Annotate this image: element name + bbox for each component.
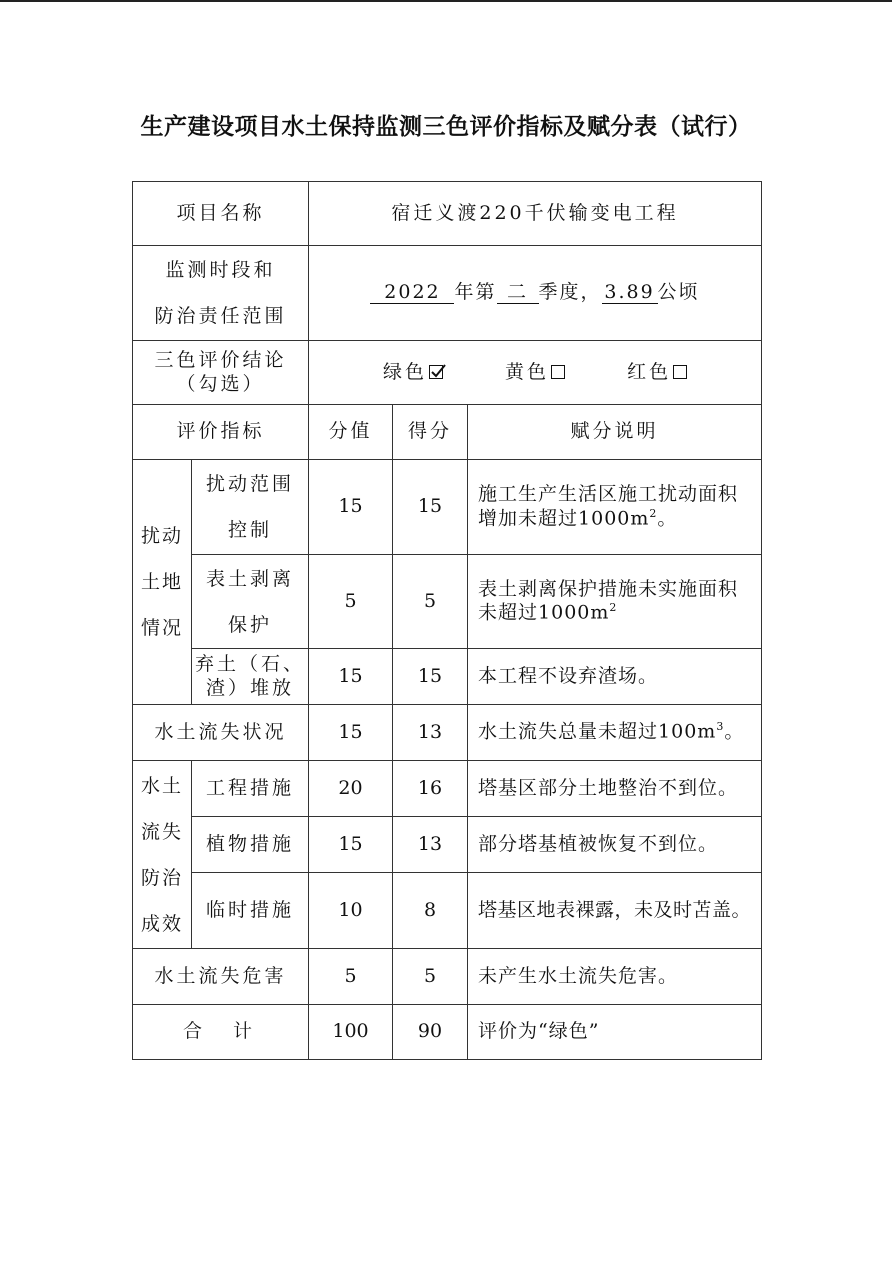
score-got: 13 bbox=[393, 817, 468, 873]
desc-tail: 。 bbox=[657, 507, 678, 530]
period-label-line1: 监测时段和 bbox=[165, 259, 276, 281]
score-value: 15 bbox=[309, 460, 393, 555]
table-row bbox=[133, 761, 762, 817]
item-label: 植物措施 bbox=[192, 817, 309, 873]
desc-sup: 2 bbox=[609, 601, 618, 615]
period-label-line2: 防治责任范围 bbox=[154, 305, 287, 327]
soil-loss-row bbox=[133, 705, 762, 761]
project-name: 宿迁义渡220千伏输变电工程 bbox=[309, 182, 762, 246]
desc-text: 水土流失总量未超过100m bbox=[478, 720, 717, 743]
header-indicator: 评价指标 bbox=[133, 405, 309, 460]
score-got: 13 bbox=[393, 705, 468, 761]
option-red-label: 红色 bbox=[627, 360, 672, 383]
group-disturb-line: 扰动 bbox=[140, 525, 183, 547]
score-explanation: 未产生水土流失危害。 bbox=[468, 949, 762, 1005]
header-score-value: 分值 bbox=[309, 405, 393, 460]
item-label bbox=[192, 649, 309, 705]
group-control-label bbox=[133, 761, 192, 949]
total-explanation: 评价为“绿色” bbox=[468, 1005, 762, 1060]
period-value bbox=[309, 246, 762, 341]
header-explanation: 赋分说明 bbox=[468, 405, 762, 460]
option-red bbox=[627, 361, 687, 385]
quarter-suffix: 季度， bbox=[538, 281, 602, 304]
score-got: 8 bbox=[393, 873, 468, 949]
score-value: 5 bbox=[309, 949, 393, 1005]
total-value: 100 bbox=[309, 1005, 393, 1060]
evaluation-table bbox=[132, 181, 762, 1060]
table-row bbox=[133, 460, 762, 555]
score-explanation bbox=[468, 460, 762, 555]
item-label bbox=[192, 460, 309, 555]
score-explanation bbox=[468, 555, 762, 649]
score-value: 5 bbox=[309, 555, 393, 649]
item-label-line: 扰动范围 bbox=[206, 473, 295, 495]
option-green-label: 绿色 bbox=[382, 360, 427, 383]
score-got: 5 bbox=[393, 555, 468, 649]
period-label bbox=[133, 246, 309, 341]
conclusion-label bbox=[133, 341, 309, 405]
area-unit: 公顷 bbox=[657, 281, 700, 304]
score-got: 5 bbox=[393, 949, 468, 1005]
item-label-line: 控制 bbox=[228, 519, 273, 541]
desc-text: 表土剥离保护措施未实施面积未超过1000m bbox=[478, 577, 739, 624]
item-label-line: 渣）堆放 bbox=[206, 676, 295, 699]
header-score-got: 得分 bbox=[393, 405, 468, 460]
project-row bbox=[133, 182, 762, 246]
group-control-line: 成效 bbox=[140, 912, 183, 935]
score-value: 15 bbox=[309, 705, 393, 761]
conclusion-row bbox=[133, 341, 762, 405]
score-got: 15 bbox=[393, 649, 468, 705]
score-explanation bbox=[468, 705, 762, 761]
desc-text: 施工生产生活区施工扰动面积增加未超过1000m bbox=[478, 483, 739, 530]
period-row bbox=[133, 246, 762, 341]
group-control-line: 水土 bbox=[140, 774, 183, 797]
top-border-line bbox=[0, 0, 892, 2]
score-got: 15 bbox=[393, 460, 468, 555]
item-label: 水土流失危害 bbox=[133, 949, 309, 1005]
group-control-line: 防治 bbox=[140, 866, 183, 889]
total-score: 90 bbox=[393, 1005, 468, 1060]
item-label-line: 弃土（石、 bbox=[195, 652, 306, 675]
option-yellow-label: 黄色 bbox=[505, 360, 550, 383]
item-label: 工程措施 bbox=[192, 761, 309, 817]
group-control-line: 流失 bbox=[140, 820, 183, 843]
table-row bbox=[133, 555, 762, 649]
year-field: 2022 bbox=[370, 281, 454, 304]
item-label: 临时措施 bbox=[192, 873, 309, 949]
score-explanation: 塔基区地表裸露，未及时苫盖。 bbox=[468, 873, 762, 949]
total-row bbox=[133, 1005, 762, 1060]
conclusion-options bbox=[309, 341, 762, 405]
item-label bbox=[192, 555, 309, 649]
page-title: 生产建设项目水土保持监测三色评价指标及赋分表（试行） bbox=[140, 114, 752, 140]
item-label: 水土流失状况 bbox=[133, 705, 309, 761]
conclusion-label-line1: 三色评价结论 bbox=[154, 348, 287, 371]
score-explanation: 本工程不设弃渣场。 bbox=[468, 649, 762, 705]
header-row bbox=[133, 405, 762, 460]
group-disturb-label bbox=[133, 460, 192, 705]
table-row bbox=[133, 873, 762, 949]
option-yellow bbox=[505, 361, 565, 385]
score-value: 15 bbox=[309, 649, 393, 705]
checkbox-green-checked-icon[interactable] bbox=[429, 365, 443, 379]
item-label-line: 表土剥离 bbox=[206, 567, 295, 590]
project-label: 项目名称 bbox=[133, 182, 309, 246]
group-disturb-line: 土地 bbox=[140, 571, 183, 593]
desc-sup: 2 bbox=[649, 506, 658, 520]
score-value: 15 bbox=[309, 817, 393, 873]
checkbox-yellow-icon[interactable] bbox=[551, 365, 565, 379]
score-explanation: 部分塔基植被恢复不到位。 bbox=[468, 817, 762, 873]
group-disturb-line: 情况 bbox=[140, 617, 183, 639]
score-value: 10 bbox=[309, 873, 393, 949]
option-green bbox=[383, 361, 443, 385]
checkbox-red-icon[interactable] bbox=[673, 365, 687, 379]
score-got: 16 bbox=[393, 761, 468, 817]
quarter-field: 二 bbox=[497, 281, 539, 304]
area-field: 3.89 bbox=[602, 281, 658, 304]
item-label-line: 保护 bbox=[228, 613, 273, 636]
year-suffix: 年第 bbox=[454, 281, 497, 304]
desc-tail: 。 bbox=[724, 720, 745, 743]
score-value: 20 bbox=[309, 761, 393, 817]
total-label: 合 计 bbox=[133, 1005, 309, 1060]
table-row bbox=[133, 817, 762, 873]
score-explanation: 塔基区部分土地整治不到位。 bbox=[468, 761, 762, 817]
table-row bbox=[133, 649, 762, 705]
conclusion-label-line2: （勾选） bbox=[176, 372, 265, 395]
desc-sup: 3 bbox=[716, 720, 725, 734]
hazard-row bbox=[133, 949, 762, 1005]
